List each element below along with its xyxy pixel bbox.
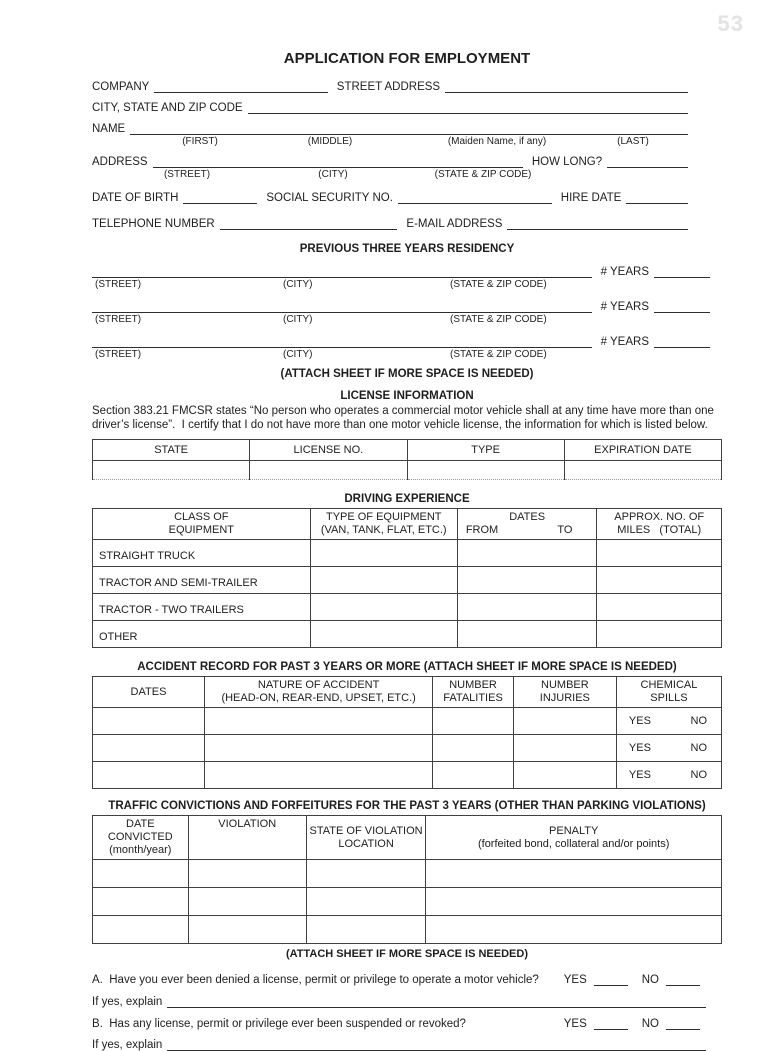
address-state-zip-sublabel: (STATE & ZIP CODE)	[434, 169, 532, 180]
first-name-sublabel: (FIRST)	[182, 136, 218, 147]
driving-row-tractor-two	[93, 594, 722, 621]
name-sublabels	[92, 136, 688, 148]
license-number-cell[interactable]	[250, 461, 407, 480]
traffic-col-penalty: PENALTY (forfeited bond, collateral and/or points)	[426, 816, 722, 860]
accident-injuries-cell[interactable]	[513, 762, 616, 789]
traffic-data-row	[93, 888, 722, 916]
traffic-state-cell[interactable]	[306, 916, 426, 944]
address-city-sublabel: (CITY)	[318, 169, 348, 180]
traffic-col-date: DATE CONVICTED (month/year)	[93, 816, 189, 860]
question-b-text: B. Has any license, permit or privilege ever been suspended or revoked?	[92, 1018, 466, 1030]
question-a-row	[92, 971, 700, 986]
accident-col-fatalities: NUMBER FATALITIES	[433, 677, 514, 708]
years-label: # YEARS	[600, 301, 649, 313]
name-input-line[interactable]	[130, 123, 688, 135]
maiden-name-sublabel: (Maiden Name, if any)	[447, 136, 547, 147]
accident-data-row	[93, 762, 722, 789]
residency-entry	[92, 298, 722, 326]
question-a-text: A. Have you ever been denied a license, permit or privilege to operate a motor vehicle?	[92, 974, 539, 986]
driving-heading: DRIVING EXPERIENCE	[344, 493, 470, 505]
traffic-state-cell[interactable]	[306, 888, 426, 916]
if-yes-explain-label: If yes, explain	[92, 1039, 163, 1051]
license-heading: LICENSE INFORMATION	[340, 390, 474, 402]
telephone-row	[92, 215, 688, 230]
driving-col-dates: DATES FROM TO	[457, 509, 597, 540]
accident-col-chemical: CHEMICAL SPILLS	[616, 677, 721, 708]
residency-state-zip-sublabel: (STATE & ZIP CODE)	[450, 279, 547, 290]
license-type-cell[interactable]	[407, 461, 564, 480]
address-label: ADDRESS	[92, 156, 148, 168]
traffic-date-cell[interactable]	[93, 888, 189, 916]
ssn-input-line[interactable]	[398, 192, 552, 204]
chemical-yes-option[interactable]: YES	[628, 742, 651, 754]
accident-fatalities-cell[interactable]	[433, 762, 514, 789]
accident-header-row	[93, 677, 722, 708]
license-statement: Section 383.21 FMCSR states “No person who operates a commercial motor vehicle shall at any time have more than one driver’s license”. I certify that I do not have more than one motor vehicle license, the information for which is listed below.	[92, 405, 714, 431]
ssn-label: SOCIAL SECURITY NO.	[266, 192, 393, 204]
equipment-class-label: TRACTOR AND SEMI-TRAILER	[93, 567, 311, 594]
equipment-class-label: TRACTOR - TWO TRAILERS	[93, 594, 311, 621]
residency-2-address-line[interactable]	[92, 301, 592, 313]
miles-cell[interactable]	[597, 567, 722, 594]
how-long-label: HOW LONG?	[531, 156, 603, 168]
accident-heading: ACCIDENT RECORD FOR PAST 3 YEARS OR MORE (ATTACH SHEET IF MORE SPACE IS NEEDED)	[137, 661, 677, 673]
date-of-birth-label: DATE OF BIRTH	[92, 192, 179, 204]
traffic-data-row	[93, 860, 722, 888]
traffic-violation-cell[interactable]	[188, 916, 306, 944]
miles-cell[interactable]	[597, 621, 722, 648]
residency-entry	[92, 263, 722, 291]
license-col-expiration: EXPIRATION DATE	[564, 440, 721, 461]
driving-row-straight-truck	[93, 540, 722, 567]
telephone-input-line[interactable]	[220, 218, 398, 230]
miles-cell[interactable]	[597, 540, 722, 567]
license-data-row	[93, 461, 722, 480]
traffic-date-cell[interactable]	[93, 860, 189, 888]
residency-street-sublabel: (STREET)	[95, 279, 142, 290]
accident-injuries-cell[interactable]	[513, 708, 616, 735]
chemical-yes-option[interactable]: YES	[628, 769, 651, 781]
accident-col-nature: NATURE OF ACCIDENT (HEAD-ON, REAR-END, UPSET, ETC.)	[204, 677, 432, 708]
traffic-violation-cell[interactable]	[188, 860, 306, 888]
if-yes-explain-label: If yes, explain	[92, 996, 163, 1008]
type-cell[interactable]	[310, 621, 457, 648]
driving-experience-table	[92, 508, 722, 648]
accident-data-row	[93, 735, 722, 762]
question-a-yes-label: YES	[563, 974, 587, 986]
license-col-state: STATE	[93, 440, 250, 461]
license-table	[92, 439, 722, 480]
email-label: E-MAIL ADDRESS	[406, 218, 503, 230]
question-b-yes-blank[interactable]	[594, 1019, 628, 1030]
chemical-yes-option[interactable]: YES	[628, 715, 651, 727]
traffic-violation-cell[interactable]	[188, 888, 306, 916]
accident-record-table	[92, 676, 722, 789]
years-label: # YEARS	[600, 266, 649, 278]
chemical-no-option[interactable]: NO	[690, 769, 707, 781]
accident-nature-cell[interactable]	[204, 762, 432, 789]
driving-col-class: CLASS OF EQUIPMENT	[93, 509, 311, 540]
page-number: 53	[717, 11, 744, 36]
equipment-class-label: OTHER	[93, 621, 311, 648]
email-input-line[interactable]	[507, 218, 688, 230]
license-expiration-cell[interactable]	[564, 461, 721, 480]
street-address-input-line[interactable]	[445, 81, 688, 93]
residency-2-years-line[interactable]	[654, 301, 710, 313]
chemical-no-option[interactable]: NO	[690, 715, 707, 727]
name-label: NAME	[92, 123, 126, 135]
dob-row	[92, 189, 688, 204]
address-sublabels	[92, 169, 688, 181]
driving-col-type: TYPE OF EQUIPMENT (VAN, TANK, FLAT, ETC.)	[310, 509, 457, 540]
hire-date-label: HIRE DATE	[560, 192, 622, 204]
accident-dates-cell[interactable]	[93, 735, 205, 762]
license-state-cell[interactable]	[93, 461, 250, 480]
residency-entry	[92, 333, 722, 361]
question-b-no-label: NO	[641, 1018, 659, 1030]
question-b-yes-label: YES	[563, 1018, 587, 1030]
traffic-penalty-cell[interactable]	[426, 860, 722, 888]
question-a-no-label: NO	[641, 974, 659, 986]
traffic-date-cell[interactable]	[93, 916, 189, 944]
accident-dates-cell[interactable]	[93, 762, 205, 789]
hire-date-input-line[interactable]	[626, 192, 688, 204]
question-b-no-blank[interactable]	[666, 1019, 700, 1030]
residency-1-address-line[interactable]	[92, 266, 592, 278]
dates-to-label: TO	[557, 524, 573, 536]
company-row	[92, 78, 688, 93]
address-row	[92, 153, 688, 168]
accident-nature-cell[interactable]	[204, 735, 432, 762]
question-a-no-blank[interactable]	[666, 975, 700, 986]
name-row	[92, 120, 688, 135]
accident-fatalities-cell[interactable]	[433, 735, 514, 762]
residency-3-address-line[interactable]	[92, 336, 592, 348]
residency-city-sublabel: (CITY)	[283, 314, 313, 325]
residency-city-sublabel: (CITY)	[283, 349, 313, 360]
residency-state-zip-sublabel: (STATE & ZIP CODE)	[450, 314, 547, 325]
traffic-penalty-cell[interactable]	[426, 888, 722, 916]
driving-row-tractor-semi	[93, 567, 722, 594]
driving-col-miles: APPROX. NO. OF MILES (TOTAL)	[597, 509, 722, 540]
type-cell[interactable]	[310, 567, 457, 594]
traffic-state-cell[interactable]	[306, 860, 426, 888]
last-name-sublabel: (LAST)	[617, 136, 649, 147]
form-content	[92, 50, 722, 1051]
question-b-row	[92, 1015, 700, 1030]
residency-city-sublabel: (CITY)	[283, 279, 313, 290]
traffic-penalty-cell[interactable]	[426, 916, 722, 944]
driving-row-other	[93, 621, 722, 648]
question-a-explain-row	[92, 993, 706, 1008]
license-col-number: LICENSE NO.	[250, 440, 407, 461]
city-state-zip-input-line[interactable]	[248, 102, 688, 114]
company-input-line[interactable]	[154, 81, 327, 93]
traffic-convictions-table	[92, 815, 722, 944]
miles-cell[interactable]	[597, 594, 722, 621]
address-street-sublabel: (STREET)	[163, 169, 211, 180]
dates-cell[interactable]	[457, 621, 597, 648]
accident-col-dates: DATES	[93, 677, 205, 708]
attach-sheet-note: (ATTACH SHEET IF MORE SPACE IS NEEDED)	[280, 368, 534, 380]
middle-name-sublabel: (MIDDLE)	[307, 136, 353, 147]
how-long-input-line[interactable]	[607, 156, 688, 168]
license-col-type: TYPE	[407, 440, 564, 461]
dates-cell[interactable]	[457, 540, 597, 567]
date-of-birth-input-line[interactable]	[183, 192, 257, 204]
chemical-no-option[interactable]: NO	[690, 742, 707, 754]
attach-sheet-note: (ATTACH SHEET IF MORE SPACE IS NEEDED)	[285, 948, 528, 960]
question-a-yes-blank[interactable]	[594, 975, 628, 986]
driving-header-row	[93, 509, 722, 540]
dates-from-label: FROM	[465, 524, 499, 536]
accident-data-row	[93, 708, 722, 735]
question-a-explain-line[interactable]	[167, 996, 706, 1008]
accident-injuries-cell[interactable]	[513, 735, 616, 762]
question-b-explain-line[interactable]	[167, 1039, 706, 1051]
accident-nature-cell[interactable]	[204, 708, 432, 735]
city-state-zip-row	[92, 99, 688, 114]
residency-3-years-line[interactable]	[654, 336, 710, 348]
company-label: COMPANY	[92, 81, 150, 93]
city-state-zip-label: CITY, STATE AND ZIP CODE	[92, 102, 243, 114]
years-label: # YEARS	[600, 336, 649, 348]
accident-col-injuries: NUMBER INJURIES	[513, 677, 616, 708]
traffic-col-violation: VIOLATION	[188, 816, 306, 860]
dates-cell[interactable]	[457, 594, 597, 621]
residency-1-years-line[interactable]	[654, 266, 710, 278]
residency-state-zip-sublabel: (STATE & ZIP CODE)	[450, 349, 547, 360]
question-b-explain-row	[92, 1036, 706, 1051]
residency-street-sublabel: (STREET)	[95, 349, 142, 360]
traffic-header-row	[93, 816, 722, 860]
address-input-line[interactable]	[153, 156, 523, 168]
accident-fatalities-cell[interactable]	[433, 708, 514, 735]
page-title: APPLICATION FOR EMPLOYMENT	[283, 50, 531, 67]
traffic-col-state: STATE OF VIOLATION LOCATION	[306, 816, 426, 860]
residency-street-sublabel: (STREET)	[95, 314, 142, 325]
residency-heading: PREVIOUS THREE YEARS RESIDENCY	[299, 243, 515, 255]
license-header-row	[93, 440, 722, 461]
traffic-data-row	[93, 916, 722, 944]
street-address-label: STREET ADDRESS	[336, 81, 441, 93]
accident-dates-cell[interactable]	[93, 708, 205, 735]
telephone-label: TELEPHONE NUMBER	[92, 218, 215, 230]
dates-cell[interactable]	[457, 567, 597, 594]
traffic-heading: TRAFFIC CONVICTIONS AND FORFEITURES FOR THE PAST 3 YEARS (OTHER THAN PARKING VIOLATIONS)	[108, 800, 706, 812]
type-cell[interactable]	[310, 540, 457, 567]
equipment-class-label: STRAIGHT TRUCK	[93, 540, 311, 567]
type-cell[interactable]	[310, 594, 457, 621]
